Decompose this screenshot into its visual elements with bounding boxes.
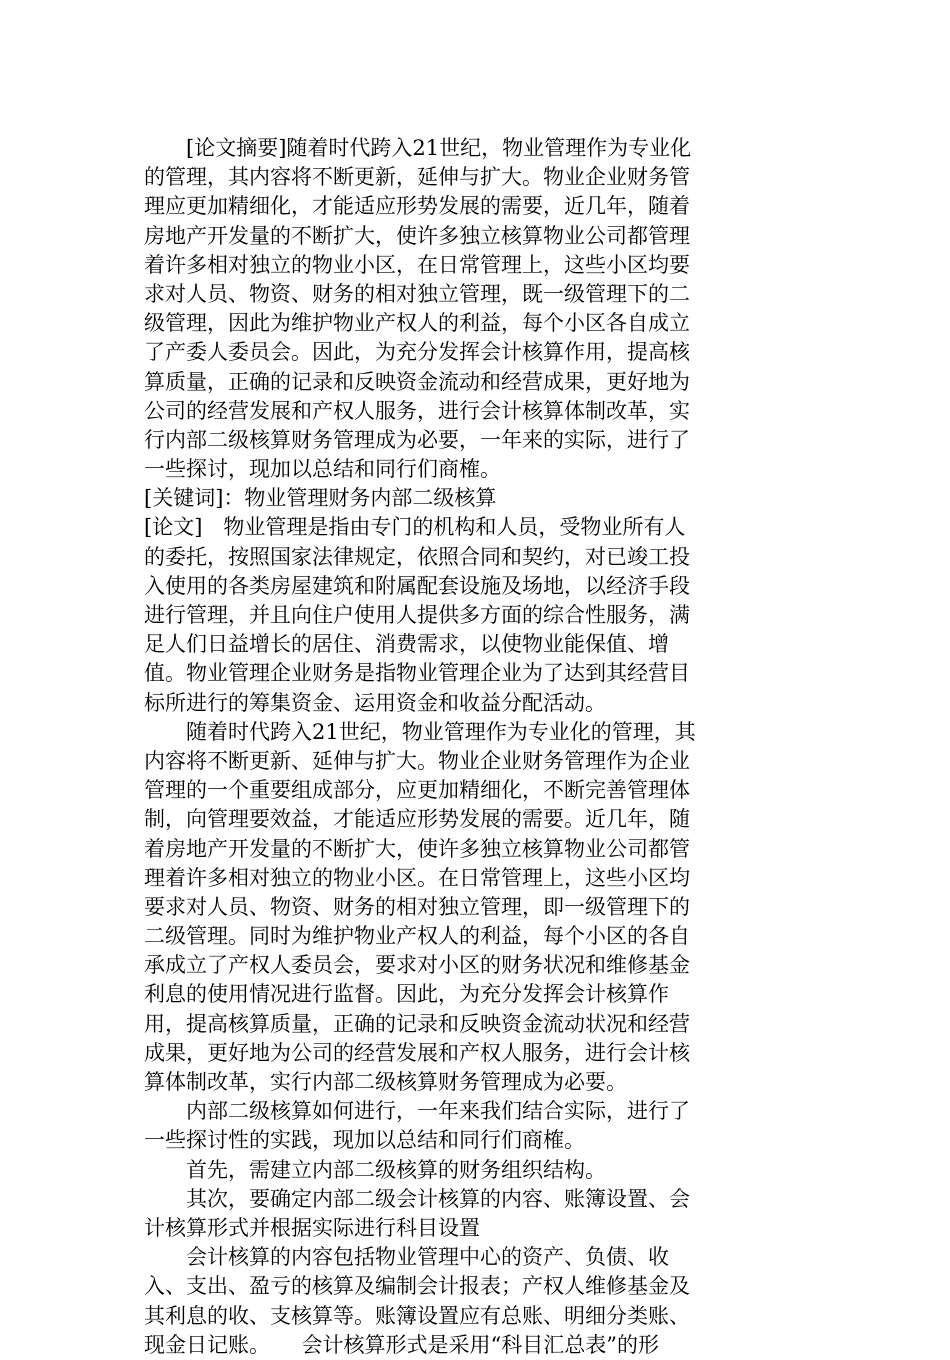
text-line: 的委托，按照国家法律规定，依照合同和契约，对已竣工投 bbox=[144, 544, 690, 569]
text-line: 公司的经营发展和产权人服务，进行会计核算体制改革，实 bbox=[144, 398, 690, 423]
text-line: 了产委人委员会。因此，为充分发挥会计核算作用，提高核 bbox=[144, 340, 690, 365]
text-line: [论文] 物业管理是指由专门的机构和人员，受物业所有人 bbox=[144, 515, 686, 540]
text-line: 标所进行的筹集资金、运用资金和收益分配活动。 bbox=[144, 690, 606, 715]
text-line: 其次，要确定内部二级会计核算的内容、账簿设置、会 bbox=[186, 1186, 690, 1211]
text-line: 其利息的收、支核算等。账簿设置应有总账、明细分类账、 bbox=[144, 1303, 690, 1328]
text-line: 着房地产开发量的不断扩大，使许多独立核算物业公司都管 bbox=[144, 836, 690, 861]
text-line: 入、支出、盈亏的核算及编制会计报表；产权人维修基金及 bbox=[144, 1274, 690, 1299]
text-line: 计核算形式并根据实际进行科目设置 bbox=[144, 1215, 480, 1240]
text-line: 行内部二级核算财务管理成为必要，一年来的实际，进行了 bbox=[144, 427, 690, 452]
text-line: 要求对人员、物资、财务的相对独立管理，即一级管理下的 bbox=[144, 894, 690, 919]
text-line: 入使用的各类房屋建筑和附属配套设施及场地，以经济手段 bbox=[144, 573, 690, 598]
text-line: 的管理，其内容将不断更新，延伸与扩大。物业企业财务管 bbox=[144, 165, 690, 190]
text-line: 算体制改革，实行内部二级核算财务管理成为必要。 bbox=[144, 1070, 627, 1094]
text-line: 理应更加精细化，才能适应形势发展的需要，近几年，随着 bbox=[144, 194, 690, 219]
text-line: 求对人员、物资、财务的相对独立管理，既一级管理下的二 bbox=[144, 281, 690, 306]
text-line: 制，向管理要效益，才能适应形势发展的需要。近几年，随 bbox=[144, 807, 690, 832]
text-line: 着许多相对独立的物业小区，在日常管理上，这些小区均要 bbox=[144, 252, 690, 277]
text-line: 承成立了产权人委员会，要求对小区的财务状况和维修基金 bbox=[144, 953, 690, 978]
text-line: 一些探讨性的实践，现加以总结和同行们商榷。 bbox=[144, 1128, 585, 1153]
text-line: 进行管理，并且向住户使用人提供多方面的综合性服务，满 bbox=[144, 603, 690, 627]
document-body bbox=[144, 134, 734, 1360]
text-line: 用，提高核算质量，正确的记录和反映资金流动状况和经营 bbox=[144, 1011, 690, 1036]
text-line: 内部二级核算如何进行，一年来我们结合实际，进行了 bbox=[186, 1099, 690, 1124]
text-line: 现金日记账。 会计核算形式是采用“科目汇总表”的形 bbox=[144, 1332, 659, 1357]
text-line: 值。物业管理企业财务是指物业管理企业为了达到其经营目 bbox=[144, 661, 690, 686]
text-line: 算质量，正确的记录和反映资金流动和经营成果，更好地为 bbox=[144, 369, 690, 394]
text-line: 成果，更好地为公司的经营发展和产权人服务，进行会计核 bbox=[144, 1040, 690, 1065]
text-line: 二级管理。同时为维护物业产权人的利益，每个小区的各自 bbox=[144, 924, 690, 949]
text-line: 首先，需建立内部二级核算的财务组织结构。 bbox=[186, 1157, 606, 1182]
text-line: 一些探讨，现加以总结和同行们商榷。 bbox=[144, 457, 501, 482]
text-line: 足人们日益增长的居住、消费需求，以使物业能保值、增 bbox=[144, 632, 669, 657]
text-line: 内容将不断更新、延伸与扩大。物业企业财务管理作为企业 bbox=[144, 748, 690, 773]
text-line: 理着许多相对独立的物业小区。在日常管理上，这些小区均 bbox=[144, 865, 690, 890]
text-line: 会计核算的内容包括物业管理中心的资产、负债、收 bbox=[186, 1245, 669, 1270]
text-line: 随着时代跨入21世纪，物业管理作为专业化的管理，其 bbox=[186, 719, 696, 744]
text-line: 利息的使用情况进行监督。因此，为充分发挥会计核算作 bbox=[144, 982, 669, 1007]
text-line: 管理的一个重要组成部分，应更加精细化，不断完善管理体 bbox=[144, 778, 690, 803]
keywords-line: [关键词]：物业管理财务内部二级核算 bbox=[144, 486, 497, 511]
text-line: 级管理，因此为维护物业产权人的利益，每个小区各自成立 bbox=[144, 311, 690, 336]
text-line: [论文摘要]随着时代跨入21世纪，物业管理作为专业化 bbox=[186, 136, 692, 160]
text-line: 房地产开发量的不断扩大，使许多独立核算物业公司都管理 bbox=[144, 223, 690, 248]
